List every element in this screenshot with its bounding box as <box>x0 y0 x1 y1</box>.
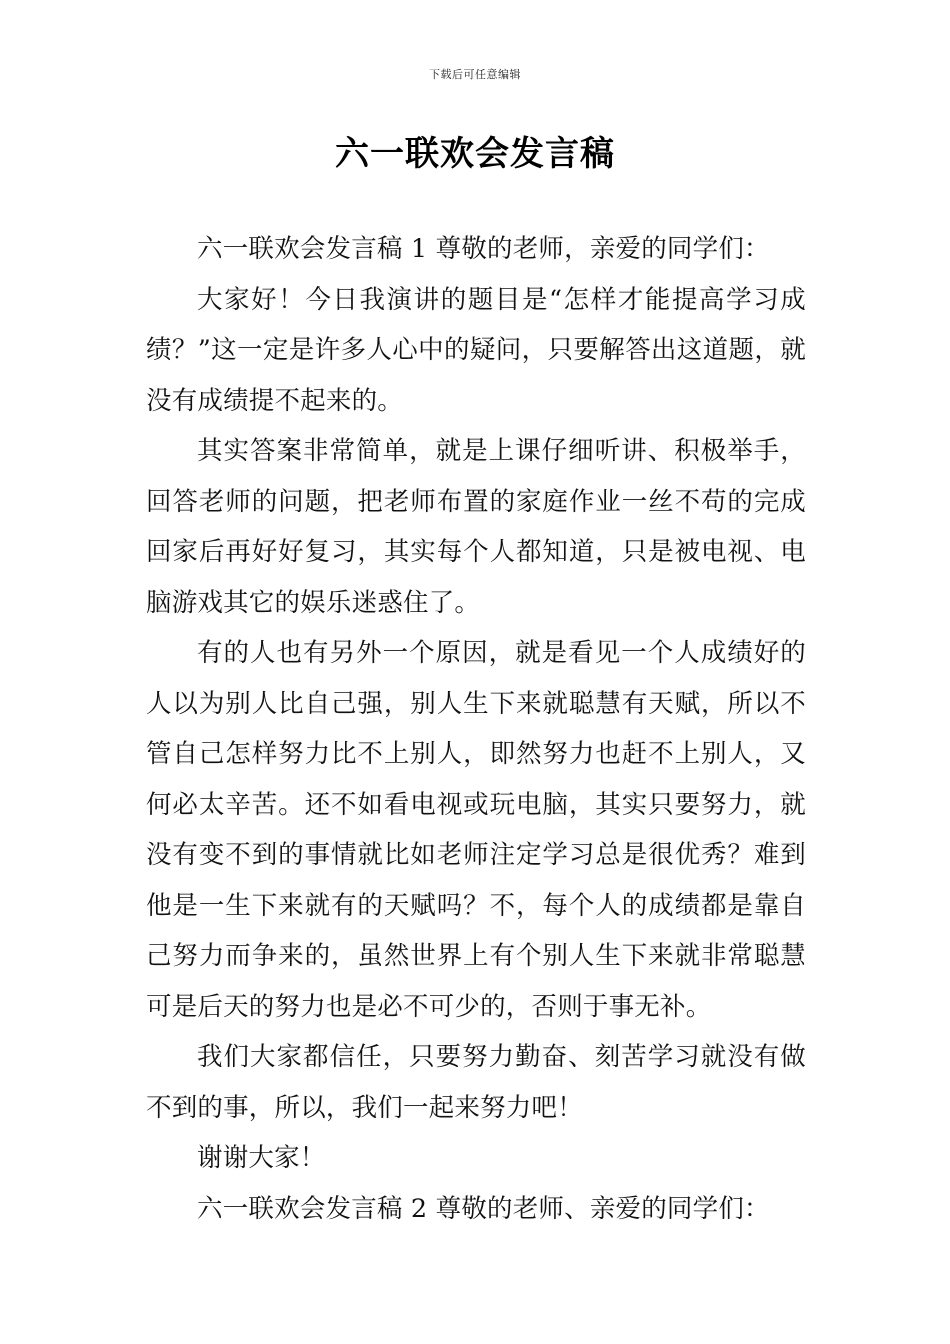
header-note: 下载后可任意编辑 <box>429 68 521 81</box>
paragraph-conclusion: 我们大家都信任，只要努力勤奋、刻苦学习就没有做不到的事，所以，我们一起来努力吧！ <box>146 1042 806 1123</box>
paragraph-thanks: 谢谢大家！ <box>197 1143 326 1173</box>
paragraph-reason: 有的人也有另外一个原因，就是看见一个人成绩好的人以为别人比自己强，别人生下来就聪慧有天赋，所以不管自己怎样努力比不上别人，即然努力也赶不上别人，又何必太辛苦。还不如看电视或玩电脑，其实只要努力，就没有变不到的事情就比如老师注定学习总是很优秀？难到他是一生下来就有的天赋吗？不，每个人的成绩都是靠自己努力而争来的，虽然世界上有个别人生下来就非常聪慧可是后天的努力也是必不可少的，否则于事无补。 <box>146 638 806 1022</box>
document-body <box>146 224 806 1234</box>
paragraph-greeting-1: 六一联欢会发言稿 1 尊敬的老师，亲爱的同学们： <box>197 234 770 264</box>
paragraph-greeting-2: 六一联欢会发言稿 2 尊敬的老师、亲爱的同学们： <box>197 1193 770 1224</box>
document-title: 六一联欢会发言稿 <box>335 134 615 174</box>
paragraph-intro: 大家好！今日我演讲的题目是“怎样才能提高学习成绩？”这一定是许多人心中的疑问，只要解答出这道题，就没有成绩提不起来的。 <box>146 284 806 416</box>
paragraph-answer: 其实答案非常简单，就是上课仔细听讲、积极举手，回答老师的问题，把老师布置的家庭作业一丝不苟的完成回家后再好好复习，其实每个人都知道，只是被电视、电脑游戏其它的娱乐迷惑住了。 <box>146 436 806 618</box>
